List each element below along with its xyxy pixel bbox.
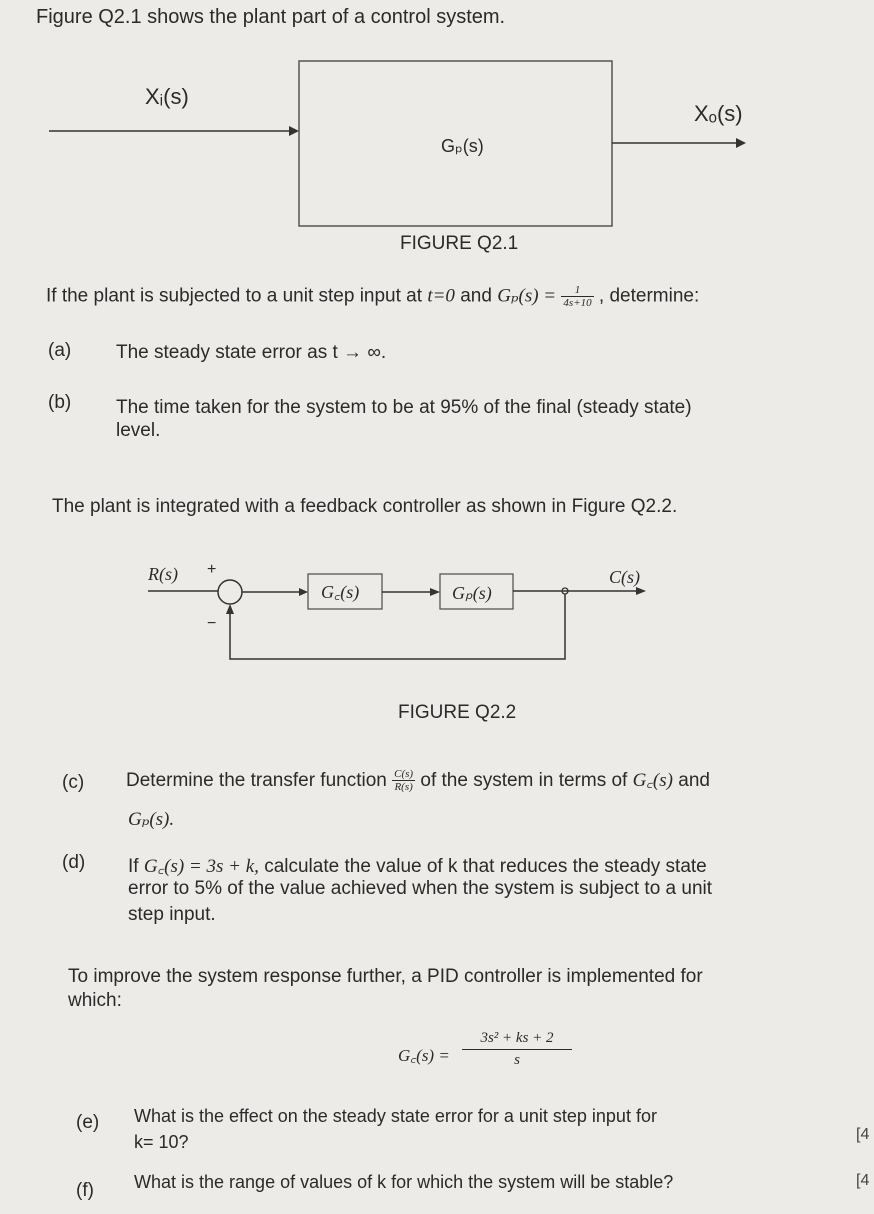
question-b-label: (b) — [48, 392, 72, 413]
fig2-plant-label: Gₚ(s) — [452, 583, 492, 603]
question-e-line2: k= 10? — [134, 1132, 189, 1152]
question-d-post: calculate the value of k that reduces the steady state — [264, 856, 707, 877]
pid-fraction-den: s — [514, 1052, 520, 1068]
fig2-output-label: C(s) — [609, 567, 640, 587]
question-c-gp: Gₚ(s). — [128, 809, 175, 830]
question-d-expr: G꜀(s) = 3s + k, — [143, 856, 259, 877]
pid-eq-lhs: G꜀(s) = — [398, 1046, 450, 1065]
intro-text: Figure Q2.1 shows the plant part of a control system. — [36, 6, 506, 28]
plant-fraction-den: 4s+10 — [563, 297, 592, 309]
question-b-line2: level. — [116, 420, 161, 441]
plant-statement-after: , determine: — [598, 285, 700, 307]
question-c-gc: G꜀(s) — [632, 770, 673, 791]
question-e-line1: What is the effect on the steady state error for a unit step input for — [134, 1106, 657, 1126]
question-d-line1 — [128, 852, 707, 878]
fig1-caption: FIGURE Q2.1 — [400, 233, 519, 254]
plant-statement-t: t=0 — [427, 285, 455, 307]
transfer-fraction — [392, 768, 415, 793]
question-c-after: of the system in terms of — [420, 770, 628, 791]
summing-junction — [218, 580, 242, 604]
fig2-caption: FIGURE Q2.2 — [398, 702, 517, 723]
question-f-text: What is the range of values of k for which the system will be stable? — [134, 1172, 674, 1192]
fig2-plus-sign: + — [207, 561, 217, 578]
question-c-before: Determine the transfer function — [126, 770, 387, 791]
feedback-intro: The plant is integrated with a feedback controller as shown in Figure Q2.2. — [52, 496, 678, 517]
question-e-label: (e) — [76, 1112, 100, 1133]
pid-fraction — [462, 1030, 572, 1069]
transfer-fraction-den: R(s) — [394, 781, 413, 794]
question-d-line2: error to 5% of the value achieved when the system is subject to a unit — [128, 878, 713, 899]
question-d-label: (d) — [62, 852, 86, 873]
question-b-line1: The time taken for the system to be at 95% of the final (steady state) — [116, 397, 692, 418]
question-e-mark: [4 — [856, 1126, 870, 1143]
fig1-input-label: Xᵢ(s) — [145, 84, 189, 109]
question-c-line1 — [126, 766, 710, 793]
question-f-mark: [4 — [856, 1172, 870, 1189]
plant-statement — [46, 284, 699, 309]
pid-intro-line2: which: — [68, 990, 122, 1011]
question-c-label: (c) — [62, 772, 85, 793]
plant-statement-before: If the plant is subjected to a unit step input at — [46, 285, 423, 307]
output-arrow-head — [736, 138, 746, 148]
question-f-label: (f) — [76, 1180, 94, 1201]
plant-fraction — [561, 284, 593, 309]
fig2-controller-label: G꜀(s) — [321, 582, 360, 602]
fig1-output-label: Xₒ(s) — [694, 101, 743, 126]
pid-fraction-num: 3s² + ks + 2 — [462, 1030, 572, 1050]
fig1-block-label: Gₚ(s) — [441, 136, 484, 156]
plant-statement-gp: Gₚ(s) = — [497, 285, 557, 307]
input-arrow-head — [289, 126, 299, 136]
figure-q2-1-diagram — [0, 0, 874, 260]
question-a-label: (a) — [48, 340, 72, 361]
fig2-input-label: R(s) — [148, 564, 178, 584]
plant-statement-and: and — [460, 285, 492, 307]
plant-fraction-num: 1 — [561, 284, 593, 297]
question-d-pre: If — [128, 856, 139, 877]
figure-q2-2-diagram — [0, 550, 874, 730]
pid-intro-line1: To improve the system response further, a PID controller is implemented for — [68, 966, 703, 987]
question-a-text: The steady state error as t → ∞. — [116, 342, 387, 363]
feedback-path — [230, 594, 565, 659]
fig2-minus-sign: − — [207, 615, 217, 632]
transfer-fraction-num: C(s) — [394, 768, 414, 781]
question-c-and: and — [678, 770, 710, 791]
question-d-line3: step input. — [128, 904, 216, 925]
